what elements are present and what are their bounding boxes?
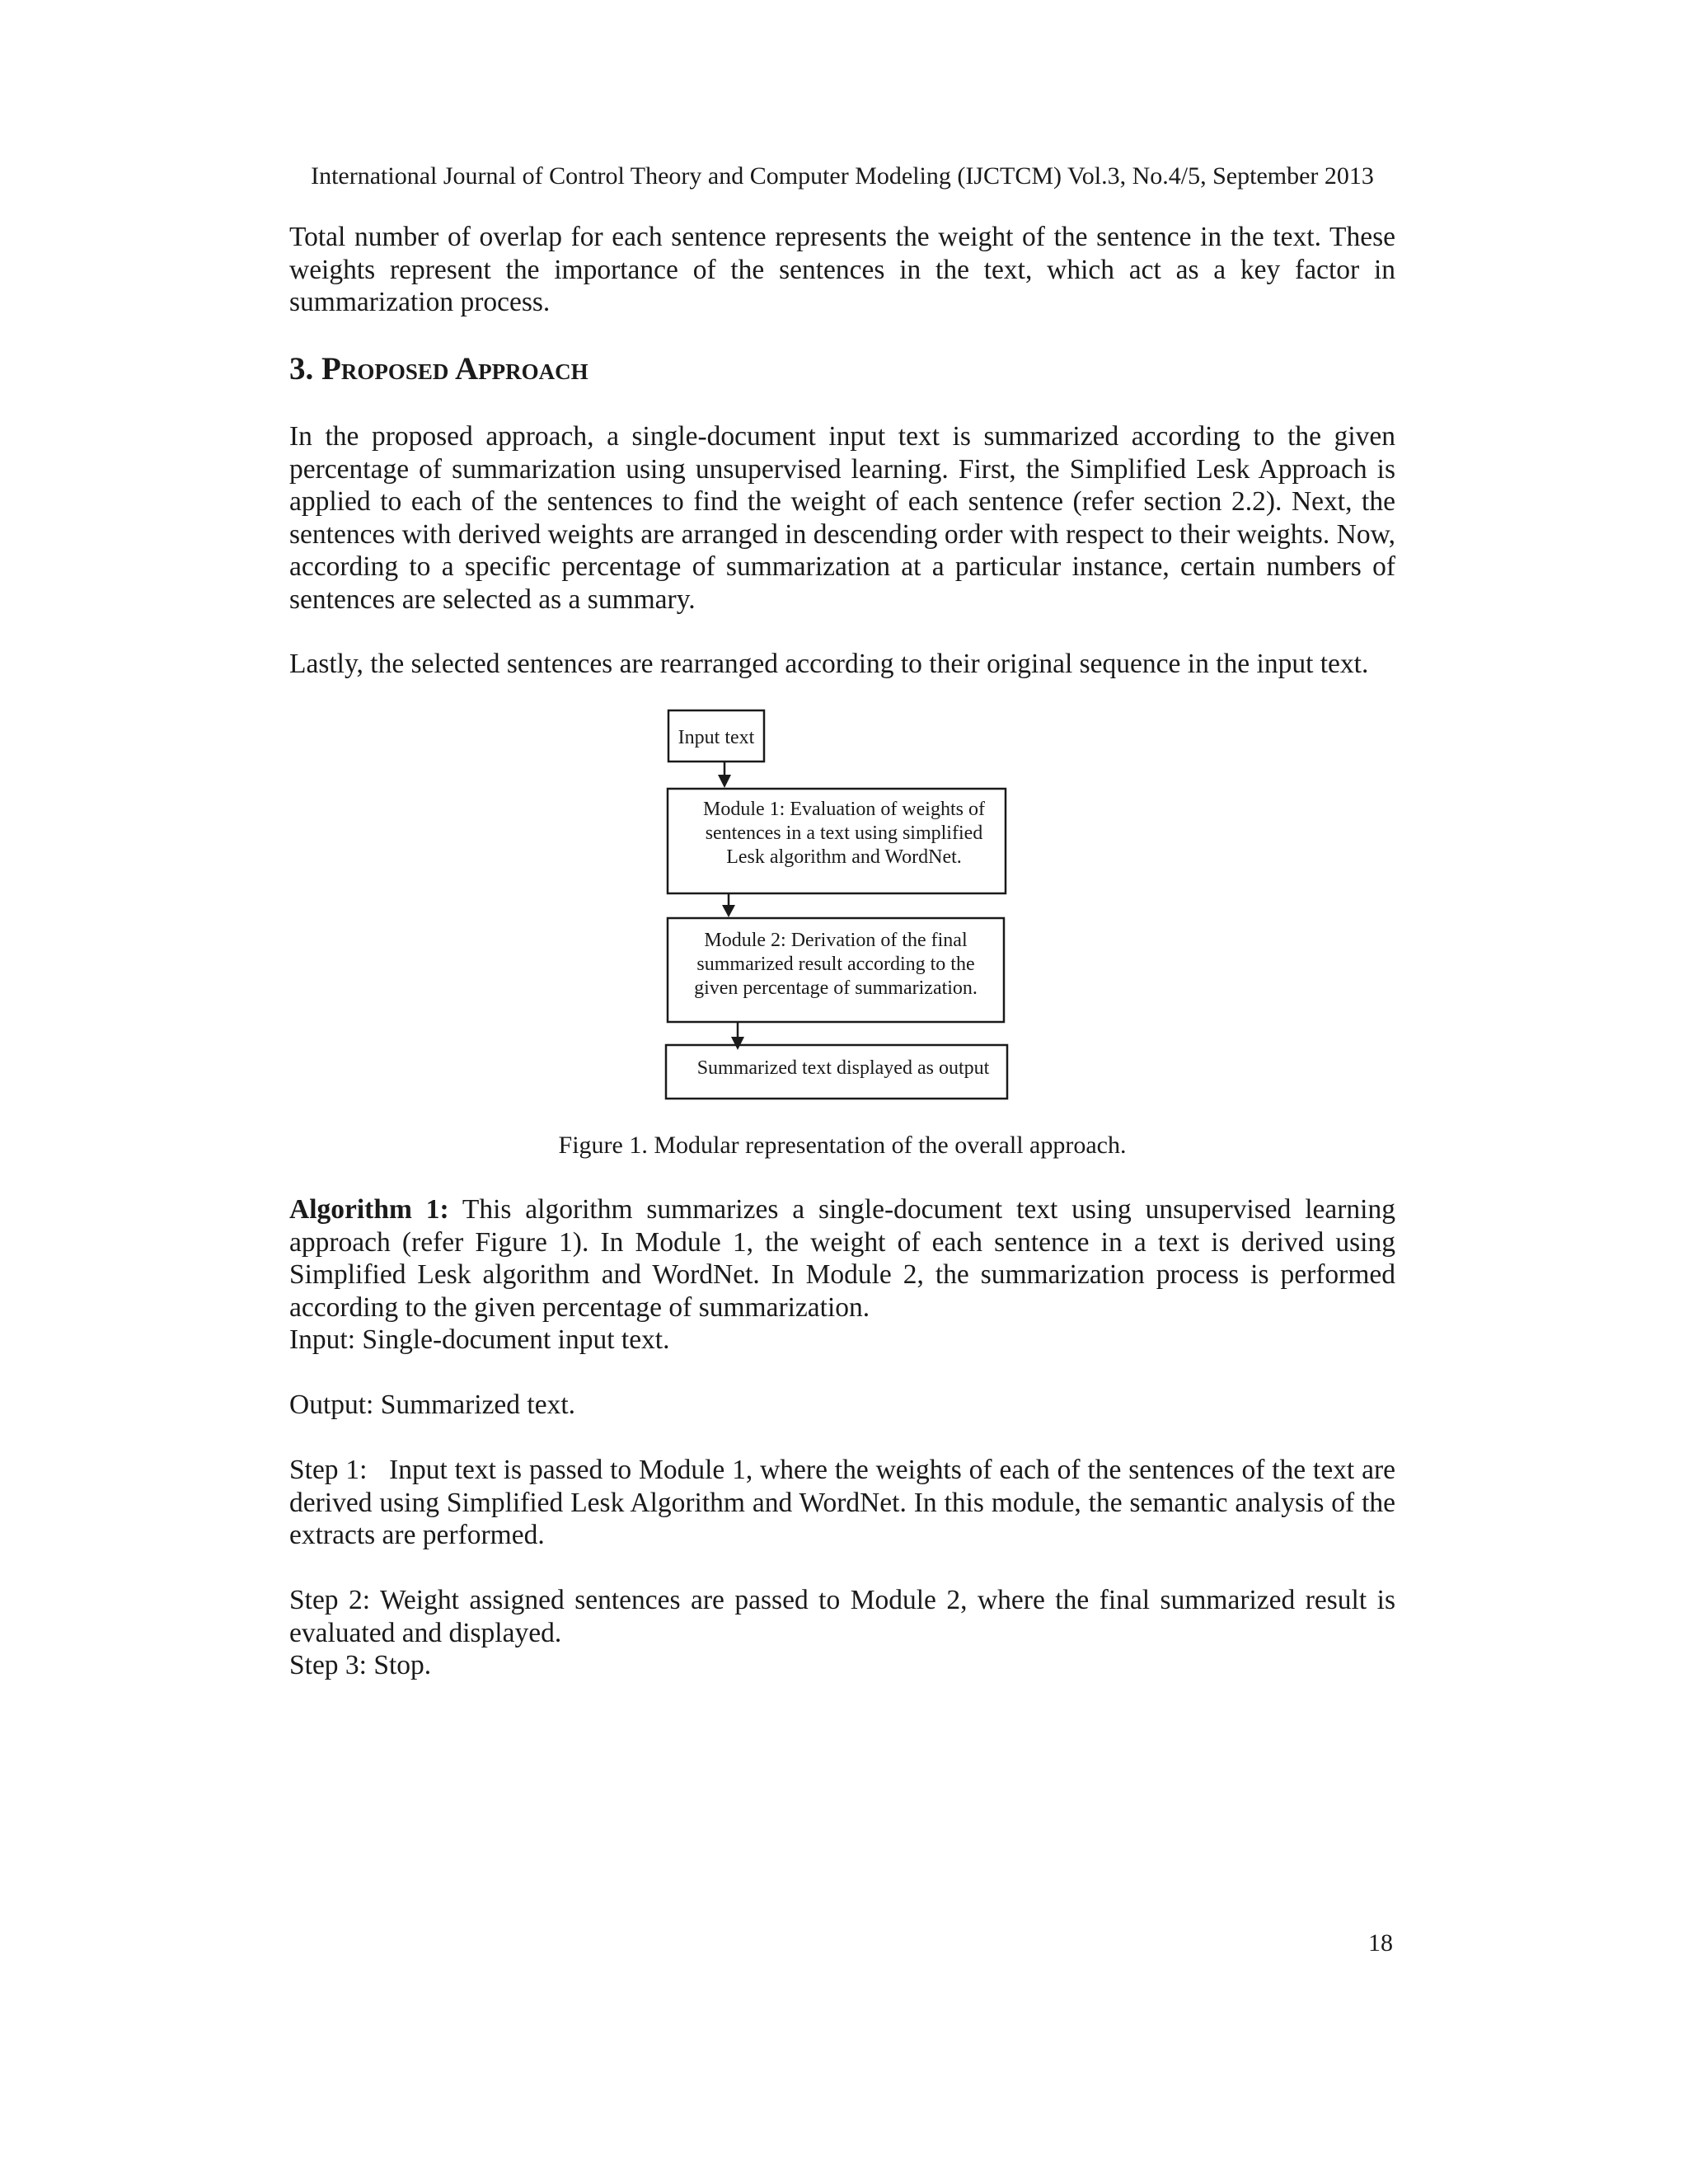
flowchart-arrowhead-1 [718, 775, 731, 788]
flowchart-box-output-label: Summarized text displayed as output [696, 1057, 990, 1079]
algorithm-input: Input: Single-document input text. [289, 1324, 670, 1355]
algorithm-output: Output: Summarized text. [289, 1390, 576, 1420]
flowchart-arrowhead-2 [722, 905, 735, 917]
section-title: Proposed Approach [321, 351, 588, 387]
figure-caption: Figure 1. Modular representation of the overall approach. [558, 1132, 1127, 1159]
flowchart-box-module1-line1: Module 1: Evaluation of weights of [703, 799, 985, 820]
flowchart-box-module1-line3: Lesk algorithm and WordNet. [726, 846, 962, 868]
algorithm-description [289, 1193, 1395, 1324]
rearrange-paragraph: Lastly, the selected sentences are rearranged according to their original sequence in the input text. [289, 649, 1369, 679]
algorithm-label: Algorithm 1: [289, 1194, 449, 1225]
approach-paragraph: In the proposed approach, a single-document input text is summarized according to the given percentage of summarization using unsupervised learning. First, the Simplified Lesk Approach is applied to each of the sentences to find the weight of each sentence (refer section 2.2). Next, the sentences with derived weights are arranged in descending order with respect to their weights. Now, according to a specific percentage of summarization at a particular instance, certain numbers of sentences are selected as a summary. [289, 421, 1395, 615]
algorithm-step-3: Step 3: Stop. [289, 1650, 432, 1680]
flowchart-arrowhead-3 [731, 1037, 744, 1050]
flowchart-box-module2-line2: summarized result according to the [696, 954, 975, 975]
section-number: 3. [289, 351, 314, 387]
flowchart-box-input-label: Input text [678, 727, 755, 748]
flowchart-box-module2-line1: Module 2: Derivation of the final [704, 930, 968, 951]
intro-paragraph: Total number of overlap for each sentence represents the weight of the sentence in the text. These weights represent the importance of the sentences in the text, which act as a key factor in summarization process. [289, 222, 1395, 317]
flowchart-box-module2-line3: given percentage of summarization. [694, 977, 978, 999]
flowchart-box-module1-line2: sentences in a text using simplified [705, 823, 983, 844]
journal-header: International Journal of Control Theory and Computer Modeling (IJCTCM) Vol.3, No.4/5, September 2013 [311, 162, 1374, 190]
algorithm-step-2: Step 2: Weight assigned sentences are passed to Module 2, where the final summarized result is evaluated and displayed. [289, 1585, 1395, 1648]
algorithm-step-1: Step 1: Input text is passed to Module 1, where the weights of each of the sentences of the text are derived using Simplified Lesk Algorithm and WordNet. In this module, the semantic analysis of the extracts are performed. [289, 1455, 1403, 1550]
algorithm-text: This algorithm summarizes a single-document text using unsupervised learning approach (refer Figure 1). In Module 1, the weight of each sentence in a text is derived using Simplified Lesk algorithm and WordNet. In Module 2, the summarization process is performed according to the given percentage of summarization. [289, 1194, 1395, 1323]
page-number: 18 [1368, 1929, 1393, 1957]
